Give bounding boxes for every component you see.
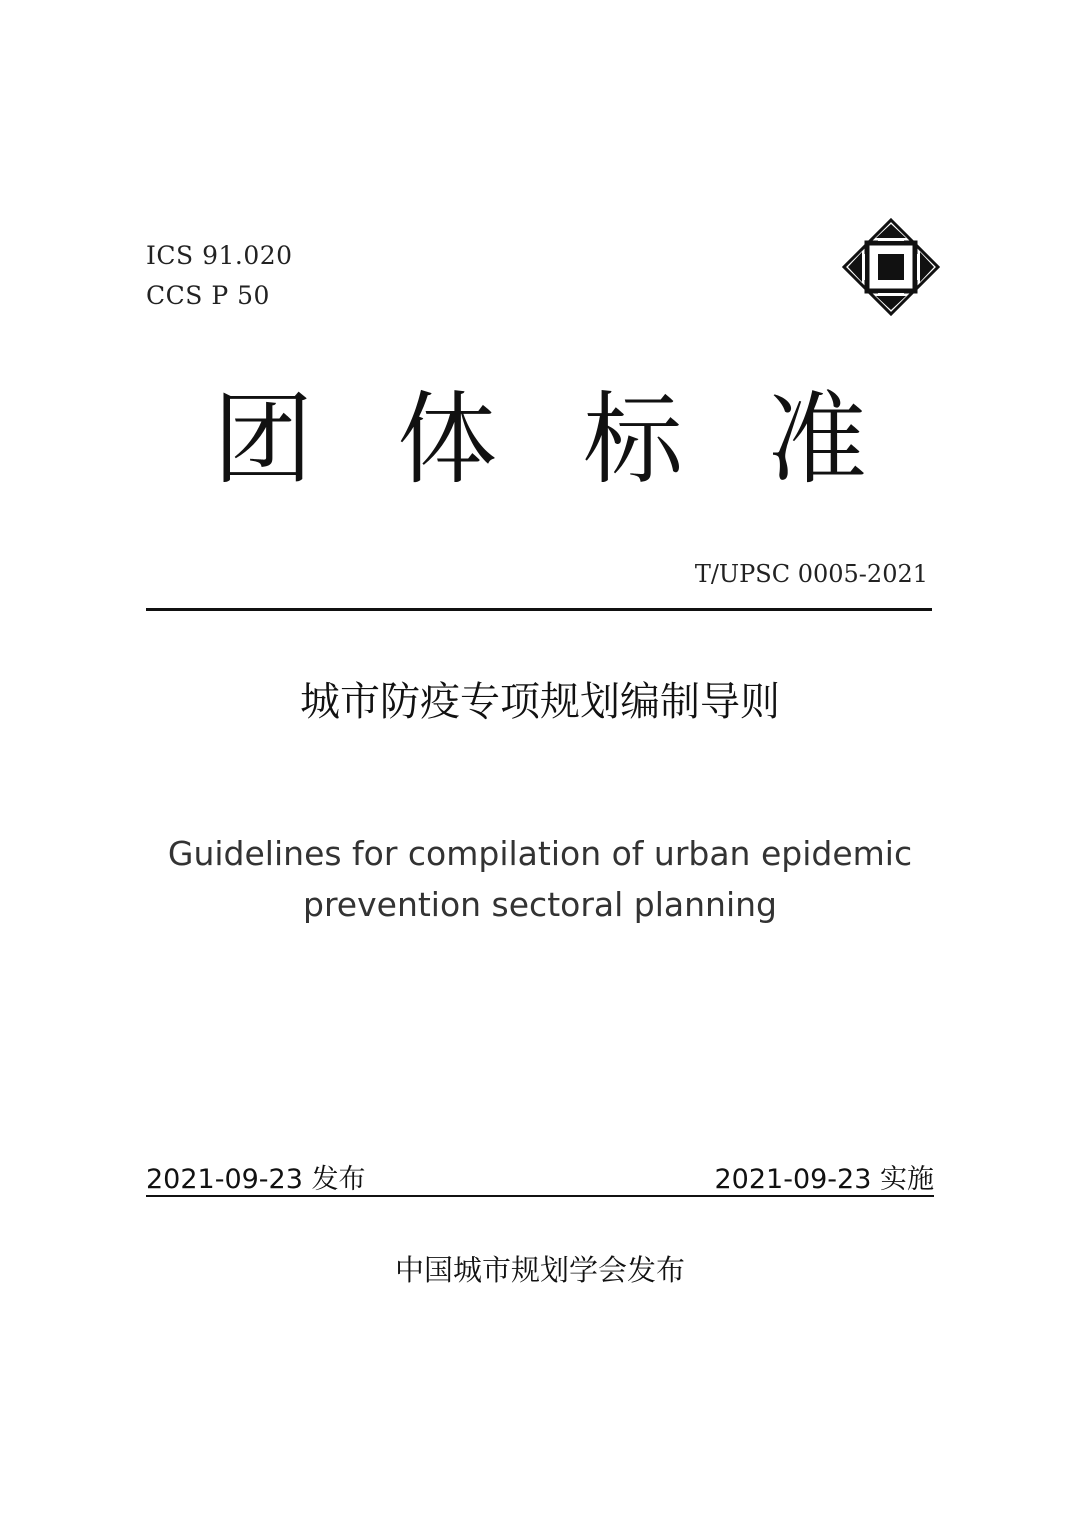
standard-number: T/UPSC 0005-2021	[694, 560, 928, 588]
classification-codes	[146, 236, 293, 316]
english-title-line-1: Guidelines for compilation of urban epidemic	[167, 834, 913, 873]
implementation-date: 2021-09-23 实施	[714, 1164, 934, 1195]
header-divider	[146, 608, 932, 611]
title-char-4: 准	[767, 381, 867, 498]
ccs-code: CCS P 50	[146, 281, 270, 310]
chinese-title: 城市防疫专项规划编制导则	[300, 679, 780, 725]
standards-emblem-icon	[842, 218, 940, 316]
release-date: 2021-09-23 发布	[146, 1164, 366, 1195]
title-char-3: 标	[583, 381, 683, 498]
title-char-2: 体	[397, 381, 497, 498]
publisher: 中国城市规划学会发布	[394, 1253, 685, 1287]
english-title	[0, 828, 1080, 930]
footer-divider	[146, 1195, 934, 1197]
english-title-line-2: prevention sectoral planning	[303, 885, 777, 924]
document-type-title	[0, 380, 1080, 500]
title-char-1: 团	[213, 381, 313, 498]
ics-code: ICS 91.020	[146, 241, 293, 270]
